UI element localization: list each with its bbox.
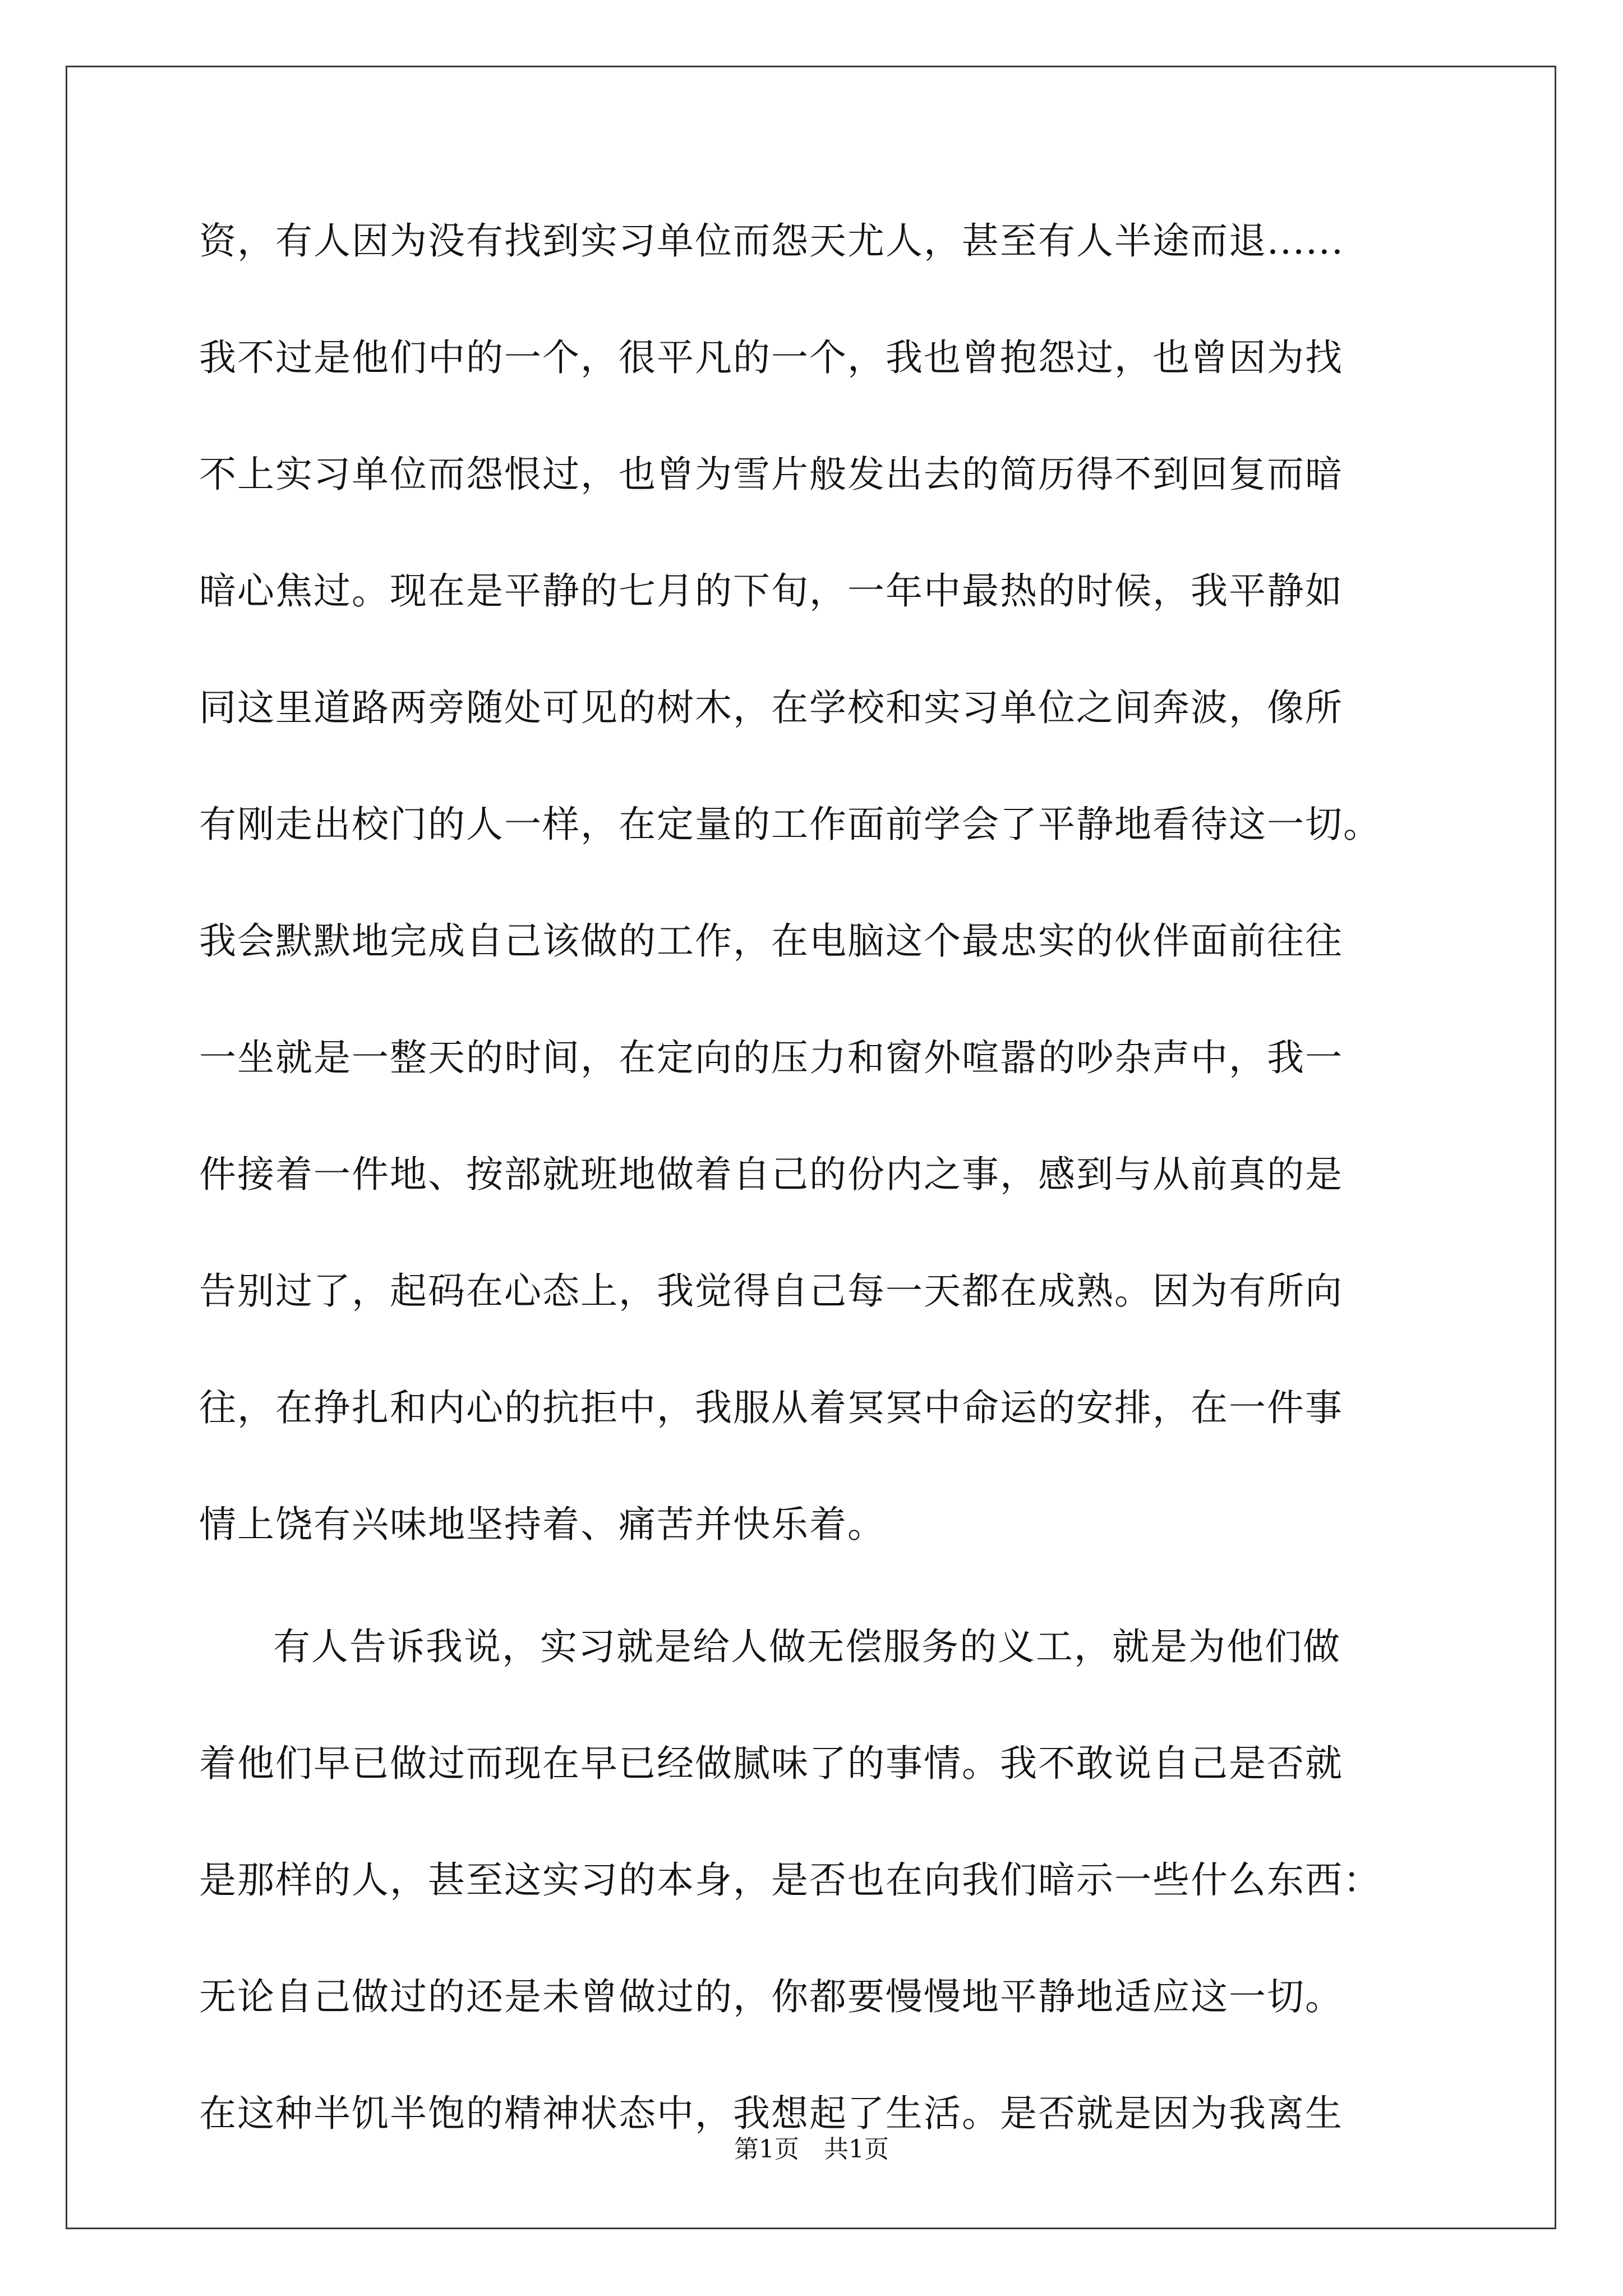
page-number: 第1页 <box>734 2135 799 2164</box>
text-line: 有刚走出校门的人一样，在定量的工作面前学会了平静地看待这一切。 <box>199 803 1381 846</box>
text-line: 我不过是他们中的一个，很平凡的一个，我也曾抱怨过，也曾因为找 <box>199 336 1343 379</box>
text-line: 件接着一件地、按部就班地做着自己的份内之事，感到与从前真的是 <box>199 1153 1343 1196</box>
text-line: 在这种半饥半饱的精神状态中，我想起了生活。是否就是因为我离生 <box>199 2092 1343 2135</box>
text-line: 同这里道路两旁随处可见的树木，在学校和实习单位之间奔波，像所 <box>199 686 1343 729</box>
text-line: 无论自己做过的还是未曾做过的，你都要慢慢地平静地适应这一切。 <box>199 1975 1343 2018</box>
text-line: 有人告诉我说，实习就是给人做无偿服务的义工，就是为他们做 <box>273 1625 1341 1668</box>
text-line: 往，在挣扎和内心的抗拒中，我服从着冥冥中命运的安排，在一件事 <box>199 1386 1343 1429</box>
text-line: 情上饶有兴味地坚持着、痛苦并快乐着。 <box>199 1503 886 1546</box>
text-line: 告别过了，起码在心态上，我觉得自己每一天都在成熟。因为有所向 <box>199 1269 1343 1313</box>
text-line: 暗心焦过。现在是平静的七月的下旬，一年中最热的时候，我平静如 <box>199 569 1343 613</box>
text-line: 不上实习单位而怨恨过，也曾为雪片般发出去的简历得不到回复而暗 <box>199 453 1343 496</box>
text-line: 一坐就是一整天的时间，在定向的压力和窗外喧嚣的吵杂声中，我一 <box>199 1036 1343 1079</box>
text-line: 是那样的人，甚至这实习的本身，是否也在向我们暗示一些什么东西： <box>199 1858 1381 1902</box>
page-total: 共1页 <box>824 2135 889 2164</box>
text-line: 着他们早已做过而现在早已经做腻味了的事情。我不敢说自己是否就 <box>199 1742 1343 1785</box>
page-footer <box>0 2129 1623 2165</box>
text-line: 我会默默地完成自己该做的工作，在电脑这个最忠实的伙伴面前往往 <box>199 919 1343 963</box>
text-line: 资，有人因为没有找到实习单位而怨天尤人，甚至有人半途而退...... <box>199 219 1344 263</box>
